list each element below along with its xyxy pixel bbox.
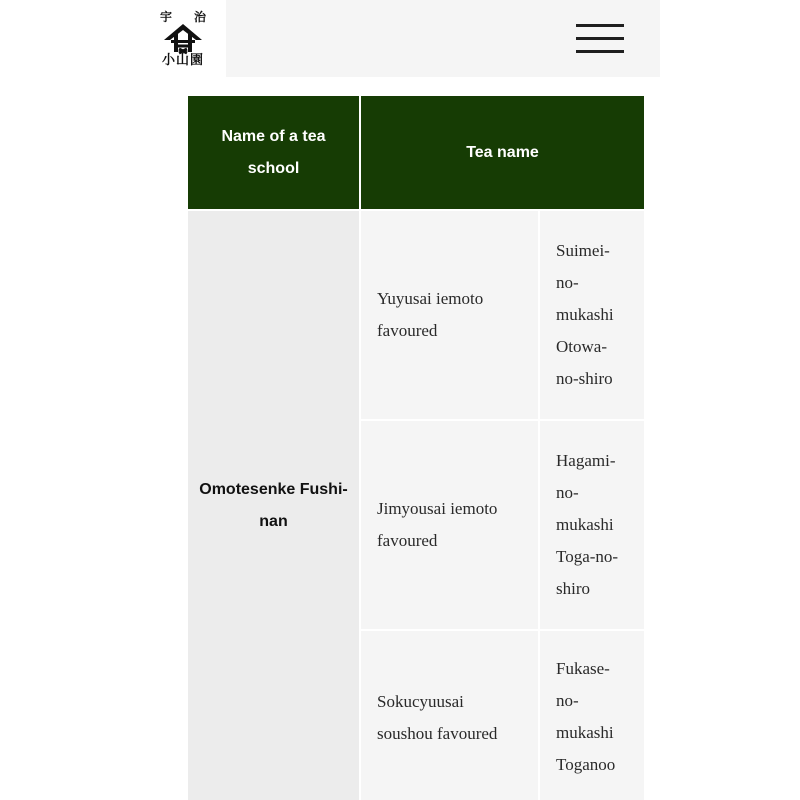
tea-name-line: no-shiro [556,369,613,388]
favoured-label: Sokucyuusai soushou favoured [377,692,498,743]
favoured-cell [361,631,538,800]
favoured-label: Yuyusai iemoto favoured [377,289,484,340]
favoured-label: Jimyousai iemoto favoured [377,499,498,550]
tea-name-line: Hagami- [556,451,616,470]
tea-name-cell [540,421,644,629]
tea-name-line: no- [556,691,579,710]
logo-bottom-text: 小山園 [161,53,204,68]
tea-name-line: mukashi [556,723,614,742]
brand-logo[interactable] [150,6,216,72]
hamburger-line [576,37,624,40]
tea-name-cell [540,211,644,419]
tea-name-line: Otowa- [556,337,607,356]
tea-name-line: shiro [556,579,590,598]
hamburger-line [576,24,624,27]
tea-name-text [556,235,614,395]
tea-name-text [556,445,618,605]
tea-name-line: Toga-no- [556,547,619,566]
tea-name-line: mukashi [556,305,614,324]
tea-name-line: no- [556,273,579,292]
kiln-logo-icon [162,22,204,56]
logo-char-right: 治 [194,10,207,24]
tea-name-line: mukashi [556,515,614,534]
favoured-cell [361,211,538,419]
tea-name-line: Suimei- [556,241,610,260]
tea-table [188,96,644,800]
logo-char-left: 宇 [159,10,172,24]
hamburger-line [576,50,624,53]
favoured-cell [361,421,538,629]
tea-name-line: Fukase- [556,659,610,678]
tea-name-text [556,653,615,781]
hamburger-menu-icon[interactable] [574,18,626,58]
tea-name-line: Toganoo [556,755,616,774]
column-header-tea-school: Name of a tea school [188,96,359,209]
column-header-tea-name: Tea name [361,96,644,209]
tea-name-line: no- [556,483,579,502]
tea-school-cell: Omotesenke Fushi-nan [188,211,359,800]
tea-name-cell [540,631,644,800]
